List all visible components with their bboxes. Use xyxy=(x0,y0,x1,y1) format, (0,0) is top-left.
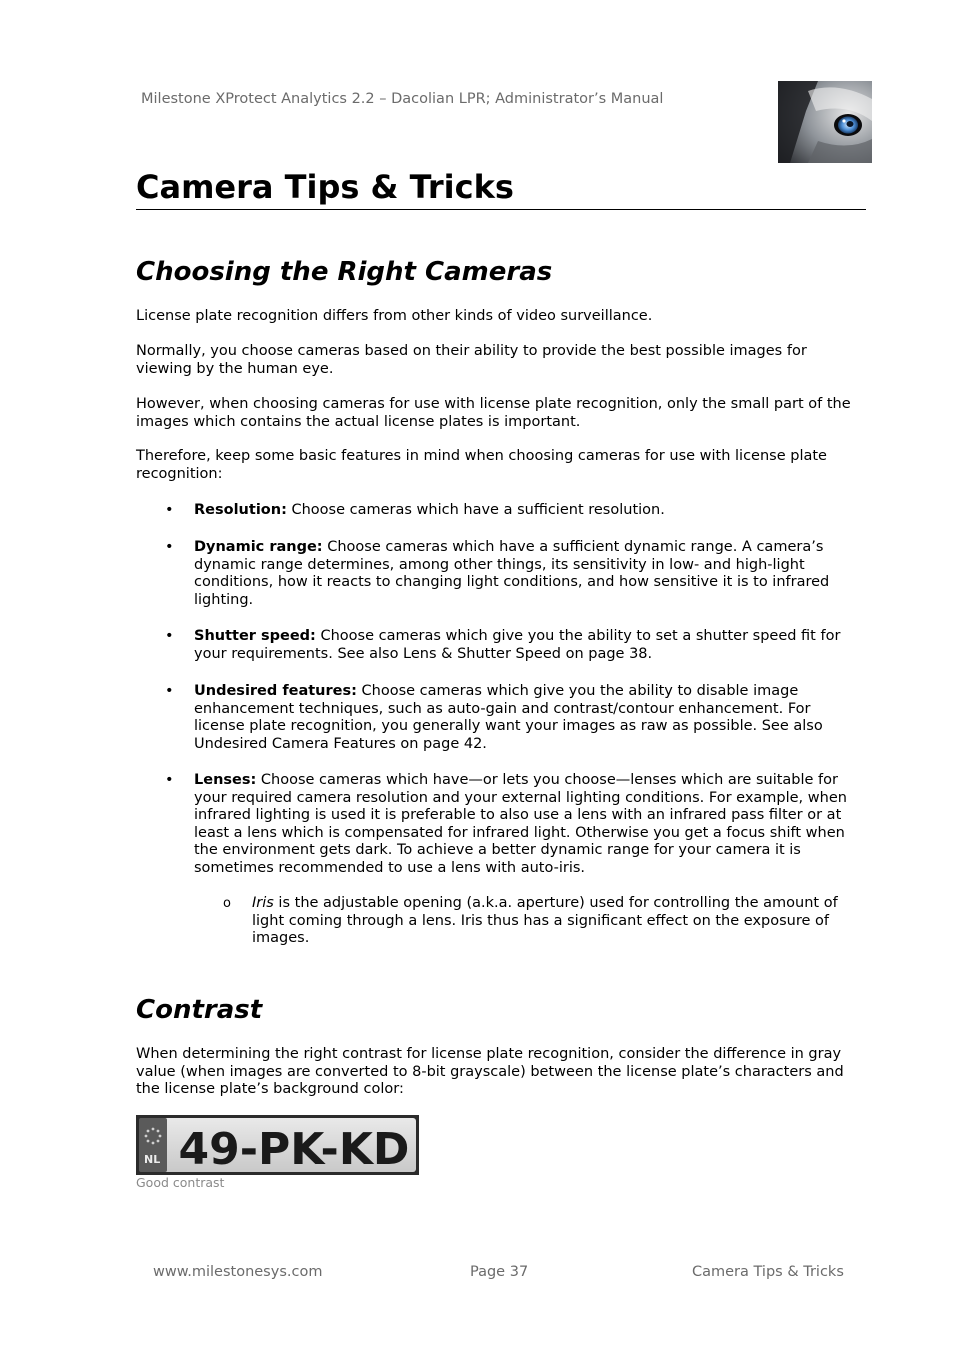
bullet-text: Choose cameras which have a sufficient dynamic range. A camera’s dynamic range determines, among other things, its sensitivity in low- and high-light conditions, how it reacts to changing light conditions, and how sensitive it is to infrared lighting. xyxy=(194,539,830,608)
bullet-text: Choose cameras which have a sufficient resolution. xyxy=(286,502,665,518)
sub-bullet-term: Iris xyxy=(252,895,274,911)
footer-page-number: Page 37 xyxy=(470,1264,529,1280)
paragraph: Normally, you choose cameras based on their ability to provide the best possible images for viewing by the human eye. xyxy=(136,343,807,377)
bullet-text: Choose cameras which give you the ability to set a shutter speed fit for your requirements. See also Lens & Shutter Speed on page 38. xyxy=(194,628,841,662)
license-plate-image xyxy=(136,1115,419,1175)
bullet-term: Undesired features: xyxy=(194,683,357,699)
bullet-term: Lenses: xyxy=(194,772,257,788)
sub-bullet-marker: o xyxy=(223,896,231,911)
bullet-dot: • xyxy=(165,539,174,555)
paragraph: License plate recognition differs from other kinds of video surveillance. xyxy=(136,308,653,324)
plate-country-code: NL xyxy=(144,1153,161,1166)
section-heading-choosing-cameras: Choosing the Right Cameras xyxy=(136,257,553,287)
bullet-dot: • xyxy=(165,772,174,788)
footer-website: www.milestonesys.com xyxy=(153,1264,323,1280)
image-caption: Good contrast xyxy=(136,1175,225,1190)
bullet-term: Resolution: xyxy=(194,502,287,518)
bullet-text: Choose cameras which give you the ability to disable image enhancement techniques, such as auto-gain and contrast/contour enhancement. For license plate recognition, you generally want your images as raw as possible. See also Undesired Camera Features on page 42. xyxy=(194,683,823,752)
plate-number: 49-PK-KD xyxy=(178,1124,410,1175)
bullet-term: Dynamic range: xyxy=(194,539,323,555)
section-heading-contrast: Contrast xyxy=(136,995,263,1025)
milestone-wolf-logo xyxy=(778,81,872,163)
paragraph: However, when choosing cameras for use with license plate recognition, only the small part of the images which contains the actual license plates is important. xyxy=(136,396,851,430)
bullet-dot: • xyxy=(165,502,174,518)
document-header-title: Milestone XProtect Analytics 2.2 – Dacolian LPR; Administrator’s Manual xyxy=(141,91,664,107)
bullet-text: Choose cameras which have—or lets you choose—lenses which are suitable for your required camera resolution and your external lighting conditions. For example, when infrared lighting is used it is preferable to also use a lens with an infrared pass filter or at least a lens which is compensated for infrared light. Otherwise you get a focus shift when the environment gets dark. To achieve a better dynamic range for your camera it is sometimes recommended to use a lens with auto-iris. xyxy=(194,772,847,876)
bullet-dot: • xyxy=(165,628,174,644)
paragraph: Therefore, keep some basic features in mind when choosing cameras for use with license plate recognition: xyxy=(136,448,827,482)
page-title: Camera Tips & Tricks xyxy=(136,168,514,206)
sub-bullet-text: is the adjustable opening (a.k.a. aperture) used for controlling the amount of light coming through a lens. Iris thus has a significant effect on the exposure of images. xyxy=(252,895,838,946)
footer-section-name: Camera Tips & Tricks xyxy=(692,1264,844,1280)
bullet-dot: • xyxy=(165,683,174,699)
bullet-term: Shutter speed: xyxy=(194,628,316,644)
title-divider xyxy=(136,209,866,210)
paragraph: When determining the right contrast for license plate recognition, consider the difference in gray value (when images are converted to 8-bit grayscale) between the license plate’s characters and the license plate’s background color: xyxy=(136,1046,844,1097)
